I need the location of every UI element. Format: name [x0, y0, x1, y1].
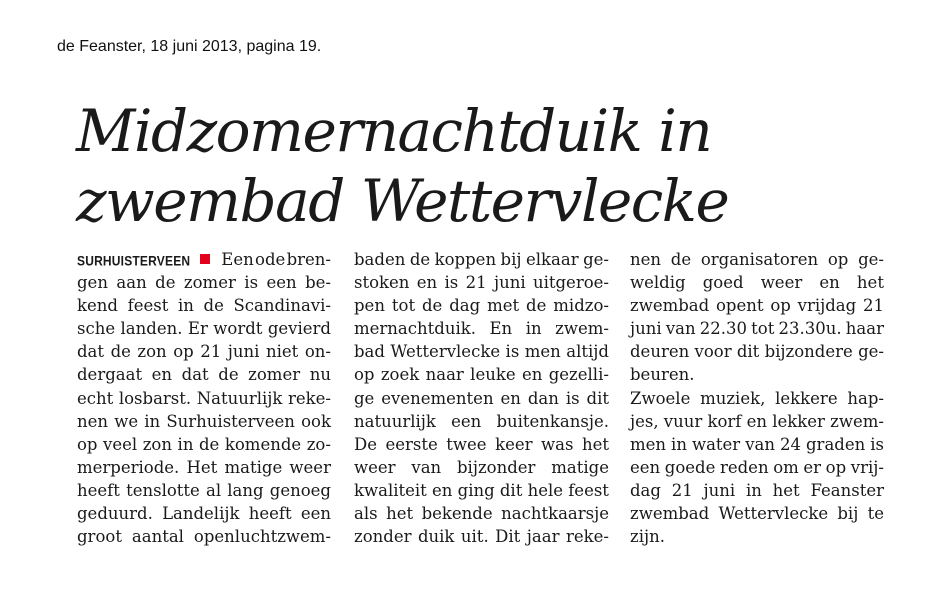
text-line: groot aantal openluchtzwem- [77, 527, 331, 547]
text-line: heeft tenslotte al lang genoeg [77, 480, 331, 500]
text-line: pen tot de dag met de midzo- [354, 296, 609, 316]
text-line: nen we in Surhuisterveen ook [77, 411, 331, 431]
text-line: zwembad opent op vrijdag 21 [630, 296, 884, 316]
headline [76, 96, 896, 236]
text-line: echt losbarst. Natuurlijk reke- [77, 388, 331, 408]
dateline-row [77, 248, 331, 271]
text-line: sche landen. Er wordt gevierd [77, 319, 331, 339]
text-line: stoken en is 21 juni uitgeroe- [354, 273, 609, 293]
text-line: ge evenementen en dan is dit [354, 388, 609, 408]
text-line: weer van bijzonder matige [354, 457, 609, 477]
article-column-2 [354, 248, 609, 548]
text-line: zonder duik uit. Dit jaar reke- [354, 527, 609, 547]
text-line: kend feest in de Scandinavi- [77, 296, 331, 316]
text-line: men in water van 24 graden is [630, 434, 884, 454]
red-square-icon [200, 254, 210, 264]
text-line: baden de koppen bij elkaar ge- [354, 250, 609, 269]
text-line: bad Wettervlecke is men altijd [354, 342, 609, 362]
text-line: merperiode. Het matige weer [77, 457, 331, 477]
text-line: geduurd. Landelijk heeft een [77, 504, 331, 524]
text-line: Een ode bren- [221, 250, 331, 269]
text-line: natuurlijk een buitenkansje. [354, 411, 609, 431]
text-line: zijn. [630, 527, 665, 547]
text-line: nen de organisatoren op ge- [630, 250, 884, 269]
text-line: weldig goed weer en het [630, 273, 884, 293]
headline-line-1: Midzomernachtduik in [76, 97, 712, 165]
text-line: kwaliteit en ging dit hele feest [354, 480, 609, 500]
text-line: dat de zon op 21 juni niet on- [77, 342, 331, 362]
article-column-1 [77, 248, 331, 548]
text-line: dergaat en dat de zomer nu [77, 365, 331, 385]
text-line: gen aan de zomer is een be- [77, 273, 331, 293]
text-line: op veel zon in de komende zo- [77, 434, 331, 454]
text-line: deuren voor dit bijzondere ge- [630, 342, 884, 362]
text-line: zwembad Wettervlecke bij te [630, 504, 884, 524]
dateline: SURHUISTERVEEN [77, 252, 191, 269]
text-line: juni van 22.30 tot 23.30u. haar [630, 319, 884, 339]
text-line: een goede reden om er op vrij- [630, 457, 884, 477]
text-line: dag 21 juni in het Feanster [630, 480, 884, 500]
headline-line-2: zwembad Wettervlecke [76, 167, 729, 235]
text-line: jes, vuur korf en lekker zwem- [630, 411, 884, 431]
text-line: mernachtduik. En in zwem- [354, 319, 609, 339]
text-line: Zwoele muziek, lekkere hap- [630, 388, 884, 408]
text-line: beuren. [630, 365, 695, 385]
text-line: op zoek naar leuke en gezelli- [354, 365, 609, 385]
article-column-3 [630, 248, 884, 548]
source-citation: de Feanster, 18 juni 2013, pagina 19. [57, 38, 322, 55]
text-line: als het bekende nachtkaarsje [354, 504, 609, 524]
text-line: De eerste twee keer was het [354, 434, 609, 454]
